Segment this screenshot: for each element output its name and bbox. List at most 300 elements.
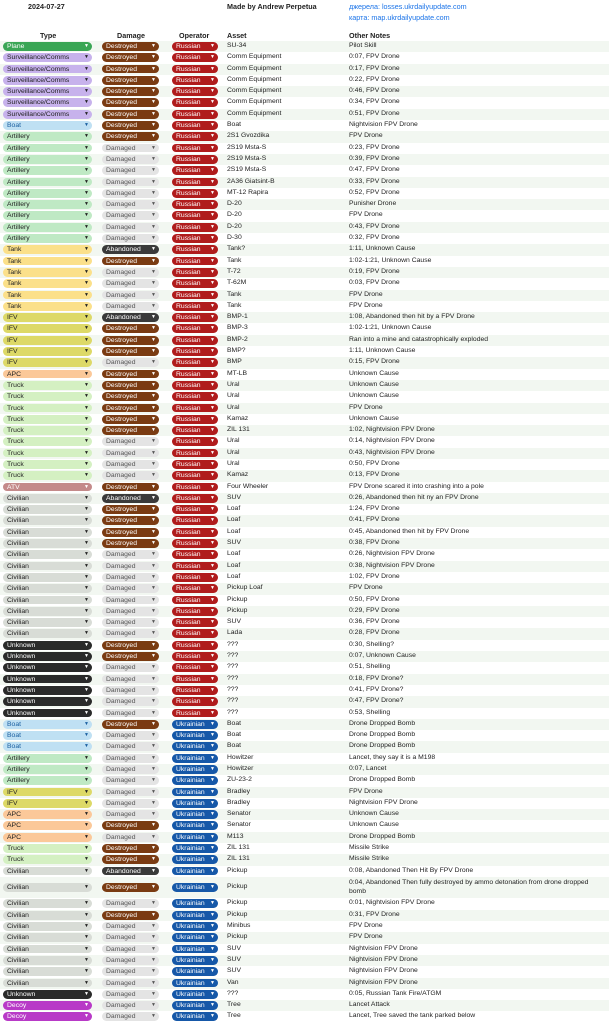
operator-dropdown[interactable]: [172, 933, 218, 942]
operator-dropdown[interactable]: [172, 76, 218, 85]
type-dropdown[interactable]: [3, 358, 92, 367]
operator-dropdown[interactable]: [172, 483, 218, 492]
damage-dropdown[interactable]: [102, 562, 159, 571]
type-dropdown[interactable]: [3, 1012, 92, 1021]
damage-dropdown[interactable]: [102, 437, 159, 446]
dropdown-arrow-icon: ▼: [151, 381, 156, 388]
operator-dropdown[interactable]: [172, 1012, 218, 1021]
type-dropdown[interactable]: [3, 550, 92, 559]
damage-dropdown[interactable]: [102, 211, 159, 220]
operator-dropdown[interactable]: [172, 166, 218, 175]
damage-dropdown[interactable]: [102, 799, 159, 808]
operator-dropdown[interactable]: [172, 211, 218, 220]
dropdown-arrow-icon: ▼: [84, 110, 89, 117]
dropdown-arrow-icon: ▼: [151, 472, 156, 479]
type-dropdown[interactable]: [3, 883, 92, 892]
operator-dropdown[interactable]: [172, 302, 218, 311]
damage-dropdown[interactable]: [102, 302, 159, 311]
damage-dropdown[interactable]: [102, 990, 159, 999]
damage-dropdown[interactable]: [102, 291, 159, 300]
operator-dropdown[interactable]: [172, 471, 218, 480]
operator-dropdown[interactable]: [172, 87, 218, 96]
operator-dropdown[interactable]: [172, 573, 218, 582]
damage-dropdown[interactable]: [102, 675, 159, 684]
type-dropdown[interactable]: [3, 528, 92, 537]
type-dropdown[interactable]: [3, 652, 92, 661]
type-dropdown[interactable]: [3, 166, 92, 175]
damage-dropdown[interactable]: [102, 697, 159, 706]
type-dropdown[interactable]: [3, 460, 92, 469]
type-dropdown[interactable]: [3, 132, 92, 141]
operator-dropdown[interactable]: [172, 584, 218, 593]
type-dropdown[interactable]: [3, 347, 92, 356]
damage-dropdown[interactable]: [102, 449, 159, 458]
damage-dropdown-label: Damaged: [106, 596, 136, 604]
type-dropdown[interactable]: [3, 178, 92, 187]
operator-dropdown[interactable]: [172, 990, 218, 999]
operator-dropdown[interactable]: [172, 709, 218, 718]
damage-dropdown[interactable]: [102, 279, 159, 288]
operator-dropdown[interactable]: [172, 279, 218, 288]
type-dropdown[interactable]: [3, 833, 92, 842]
damage-dropdown[interactable]: [102, 922, 159, 931]
type-dropdown[interactable]: [3, 844, 92, 853]
operator-dropdown[interactable]: [172, 178, 218, 187]
type-dropdown[interactable]: [3, 291, 92, 300]
operator-dropdown[interactable]: [172, 494, 218, 503]
dropdown-arrow-icon: ▼: [210, 76, 215, 83]
operator-dropdown[interactable]: [172, 189, 218, 198]
type-dropdown[interactable]: [3, 720, 92, 729]
dropdown-arrow-icon: ▼: [151, 822, 156, 829]
damage-dropdown[interactable]: [102, 483, 159, 492]
damage-dropdown[interactable]: [102, 336, 159, 345]
type-dropdown[interactable]: [3, 731, 92, 740]
type-dropdown-label: Decoy: [7, 1002, 27, 1010]
operator-dropdown-label: Ukrainian: [176, 833, 205, 841]
damage-dropdown[interactable]: [102, 618, 159, 627]
damage-dropdown[interactable]: [102, 234, 159, 243]
type-dropdown[interactable]: [3, 257, 92, 266]
damage-dropdown[interactable]: [102, 155, 159, 164]
damage-dropdown[interactable]: [102, 933, 159, 942]
type-dropdown[interactable]: [3, 76, 92, 85]
operator-dropdown[interactable]: [172, 415, 218, 424]
damage-dropdown[interactable]: [102, 381, 159, 390]
dropdown-arrow-icon: ▼: [84, 607, 89, 614]
damage-dropdown[interactable]: [102, 426, 159, 435]
type-dropdown[interactable]: [3, 967, 92, 976]
type-dropdown[interactable]: [3, 709, 92, 718]
type-dropdown[interactable]: [3, 945, 92, 954]
asset-cell: ???: [227, 652, 239, 660]
type-dropdown[interactable]: [3, 426, 92, 435]
operator-dropdown[interactable]: [172, 629, 218, 638]
damage-dropdown[interactable]: [102, 516, 159, 525]
type-dropdown[interactable]: [3, 200, 92, 209]
operator-dropdown[interactable]: [172, 911, 218, 920]
damage-dropdown[interactable]: [102, 765, 159, 774]
type-dropdown-label: Plane: [7, 43, 25, 50]
table-row: [0, 989, 609, 1000]
operator-dropdown[interactable]: [172, 324, 218, 333]
damage-dropdown-label: Damaged: [106, 777, 136, 785]
type-dropdown[interactable]: [3, 437, 92, 446]
damage-dropdown[interactable]: [102, 641, 159, 650]
operator-dropdown[interactable]: [172, 42, 218, 51]
damage-dropdown[interactable]: [102, 709, 159, 718]
type-dropdown[interactable]: [3, 686, 92, 695]
type-dropdown[interactable]: [3, 754, 92, 763]
damage-dropdown[interactable]: [102, 844, 159, 853]
damage-dropdown[interactable]: [102, 200, 159, 209]
type-dropdown[interactable]: [3, 98, 92, 107]
type-dropdown[interactable]: [3, 415, 92, 424]
damage-dropdown[interactable]: [102, 42, 159, 51]
operator-dropdown[interactable]: [172, 404, 218, 413]
operator-dropdown[interactable]: [172, 155, 218, 164]
operator-dropdown[interactable]: [172, 223, 218, 232]
damage-dropdown[interactable]: [102, 358, 159, 367]
type-dropdown[interactable]: [3, 189, 92, 198]
asset-cell: Boat: [227, 719, 241, 727]
operator-dropdown[interactable]: [172, 675, 218, 684]
type-dropdown[interactable]: [3, 629, 92, 638]
damage-dropdown[interactable]: [102, 324, 159, 333]
damage-dropdown[interactable]: [102, 415, 159, 424]
operator-dropdown[interactable]: [172, 899, 218, 908]
damage-dropdown-label: Damaged: [106, 732, 136, 740]
type-dropdown[interactable]: [3, 922, 92, 931]
type-dropdown[interactable]: [3, 855, 92, 864]
damage-dropdown[interactable]: [102, 87, 159, 96]
operator-dropdown[interactable]: [172, 121, 218, 130]
type-dropdown[interactable]: [3, 663, 92, 672]
operator-dropdown[interactable]: [172, 967, 218, 976]
type-dropdown[interactable]: [3, 505, 92, 514]
damage-dropdown[interactable]: [102, 528, 159, 537]
dropdown-arrow-icon: ▼: [151, 799, 156, 806]
damage-dropdown[interactable]: [102, 833, 159, 842]
type-dropdown[interactable]: [3, 302, 92, 311]
operator-dropdown[interactable]: [172, 596, 218, 605]
table-row: [0, 436, 609, 447]
damage-dropdown[interactable]: [102, 404, 159, 413]
operator-dropdown[interactable]: [172, 754, 218, 763]
dropdown-arrow-icon: ▼: [84, 754, 89, 761]
operator-dropdown[interactable]: [172, 98, 218, 107]
type-dropdown[interactable]: [3, 313, 92, 322]
operator-dropdown[interactable]: [172, 144, 218, 153]
damage-dropdown[interactable]: [102, 731, 159, 740]
damage-dropdown[interactable]: [102, 810, 159, 819]
type-dropdown[interactable]: [3, 121, 92, 130]
type-dropdown[interactable]: [3, 245, 92, 254]
type-dropdown[interactable]: [3, 144, 92, 153]
damage-dropdown[interactable]: [102, 53, 159, 62]
damage-dropdown[interactable]: [102, 629, 159, 638]
type-dropdown[interactable]: [3, 449, 92, 458]
type-dropdown[interactable]: [3, 788, 92, 797]
operator-dropdown[interactable]: [172, 53, 218, 62]
damage-dropdown[interactable]: [102, 268, 159, 277]
damage-dropdown-label: Damaged: [106, 1002, 136, 1010]
type-dropdown[interactable]: [3, 776, 92, 785]
operator-dropdown[interactable]: [172, 1001, 218, 1010]
type-dropdown[interactable]: [3, 810, 92, 819]
operator-dropdown[interactable]: [172, 765, 218, 774]
damage-dropdown[interactable]: [102, 110, 159, 119]
column-header-operator: Operator: [179, 31, 210, 40]
damage-dropdown[interactable]: [102, 945, 159, 954]
damage-dropdown[interactable]: [102, 788, 159, 797]
type-dropdown[interactable]: [3, 956, 92, 965]
type-dropdown[interactable]: [3, 697, 92, 706]
operator-dropdown[interactable]: [172, 720, 218, 729]
type-dropdown[interactable]: [3, 933, 92, 942]
damage-dropdown[interactable]: [102, 742, 159, 751]
damage-dropdown-label: Destroyed: [106, 517, 137, 525]
damage-dropdown[interactable]: [102, 883, 159, 892]
operator-dropdown-label: Ukrainian: [176, 845, 205, 853]
operator-dropdown[interactable]: [172, 922, 218, 931]
type-dropdown[interactable]: [3, 234, 92, 243]
type-dropdown[interactable]: [3, 279, 92, 288]
type-dropdown[interactable]: [3, 516, 92, 525]
type-dropdown[interactable]: [3, 765, 92, 774]
type-dropdown[interactable]: [3, 742, 92, 751]
operator-dropdown[interactable]: [172, 291, 218, 300]
operator-dropdown[interactable]: [172, 855, 218, 864]
operator-dropdown[interactable]: [172, 956, 218, 965]
operator-dropdown[interactable]: [172, 358, 218, 367]
damage-dropdown[interactable]: [102, 144, 159, 153]
asset-cell: D-20: [227, 200, 242, 208]
damage-dropdown[interactable]: [102, 65, 159, 74]
type-dropdown[interactable]: [3, 573, 92, 582]
dropdown-arrow-icon: ▼: [210, 956, 215, 963]
damage-dropdown[interactable]: [102, 596, 159, 605]
type-dropdown[interactable]: [3, 1001, 92, 1010]
operator-dropdown[interactable]: [172, 776, 218, 785]
type-dropdown[interactable]: [3, 607, 92, 616]
operator-dropdown[interactable]: [172, 426, 218, 435]
operator-dropdown[interactable]: [172, 505, 218, 514]
operator-dropdown[interactable]: [172, 336, 218, 345]
type-dropdown[interactable]: [3, 110, 92, 119]
type-dropdown[interactable]: [3, 867, 92, 876]
damage-dropdown[interactable]: [102, 132, 159, 141]
type-dropdown[interactable]: [3, 979, 92, 988]
damage-dropdown[interactable]: [102, 821, 159, 830]
damage-dropdown[interactable]: [102, 223, 159, 232]
operator-dropdown[interactable]: [172, 550, 218, 559]
operator-dropdown[interactable]: [172, 528, 218, 537]
type-dropdown[interactable]: [3, 392, 92, 401]
type-dropdown[interactable]: [3, 87, 92, 96]
operator-dropdown[interactable]: [172, 979, 218, 988]
type-dropdown[interactable]: [3, 596, 92, 605]
type-dropdown[interactable]: [3, 381, 92, 390]
type-dropdown-label: Truck: [7, 449, 24, 457]
damage-dropdown[interactable]: [102, 652, 159, 661]
operator-dropdown[interactable]: [172, 607, 218, 616]
damage-dropdown[interactable]: [102, 584, 159, 593]
type-dropdown[interactable]: [3, 990, 92, 999]
operator-dropdown[interactable]: [172, 821, 218, 830]
damage-dropdown[interactable]: [102, 392, 159, 401]
damage-dropdown[interactable]: [102, 98, 159, 107]
dropdown-arrow-icon: ▼: [84, 370, 89, 377]
type-dropdown[interactable]: [3, 53, 92, 62]
type-dropdown[interactable]: [3, 223, 92, 232]
dropdown-arrow-icon: ▼: [84, 483, 89, 490]
damage-dropdown[interactable]: [102, 76, 159, 85]
damage-dropdown[interactable]: [102, 776, 159, 785]
damage-dropdown[interactable]: [102, 539, 159, 548]
damage-dropdown[interactable]: [102, 460, 159, 469]
operator-dropdown[interactable]: [172, 562, 218, 571]
operator-dropdown[interactable]: [172, 245, 218, 254]
operator-dropdown[interactable]: [172, 731, 218, 740]
dropdown-arrow-icon: ▼: [84, 415, 89, 422]
type-dropdown[interactable]: [3, 618, 92, 627]
operator-dropdown[interactable]: [172, 449, 218, 458]
damage-dropdown[interactable]: [102, 720, 159, 729]
operator-dropdown[interactable]: [172, 460, 218, 469]
type-dropdown[interactable]: [3, 324, 92, 333]
damage-dropdown[interactable]: [102, 1001, 159, 1010]
type-dropdown[interactable]: [3, 42, 92, 51]
type-dropdown[interactable]: [3, 494, 92, 503]
damage-dropdown-label: Destroyed: [106, 381, 137, 389]
damage-dropdown[interactable]: [102, 494, 159, 503]
type-dropdown[interactable]: [3, 675, 92, 684]
type-dropdown[interactable]: [3, 471, 92, 480]
operator-dropdown[interactable]: [172, 663, 218, 672]
table-row: [0, 154, 609, 165]
type-dropdown[interactable]: [3, 404, 92, 413]
damage-dropdown[interactable]: [102, 979, 159, 988]
damage-dropdown[interactable]: [102, 121, 159, 130]
damage-dropdown[interactable]: [102, 754, 159, 763]
operator-dropdown[interactable]: [172, 833, 218, 842]
operator-dropdown[interactable]: [172, 652, 218, 661]
type-dropdown[interactable]: [3, 641, 92, 650]
damage-dropdown[interactable]: [102, 189, 159, 198]
damage-dropdown[interactable]: [102, 347, 159, 356]
damage-dropdown[interactable]: [102, 956, 159, 965]
operator-dropdown[interactable]: [172, 686, 218, 695]
type-dropdown[interactable]: [3, 911, 92, 920]
damage-dropdown[interactable]: [102, 471, 159, 480]
type-dropdown[interactable]: [3, 562, 92, 571]
operator-dropdown[interactable]: [172, 110, 218, 119]
operator-dropdown[interactable]: [172, 437, 218, 446]
operator-dropdown[interactable]: [172, 234, 218, 243]
operator-dropdown[interactable]: [172, 381, 218, 390]
operator-dropdown[interactable]: [172, 799, 218, 808]
damage-dropdown[interactable]: [102, 257, 159, 266]
damage-dropdown[interactable]: [102, 967, 159, 976]
type-dropdown[interactable]: [3, 336, 92, 345]
operator-dropdown[interactable]: [172, 788, 218, 797]
operator-dropdown[interactable]: [172, 539, 218, 548]
dropdown-arrow-icon: ▼: [151, 460, 156, 467]
damage-dropdown[interactable]: [102, 607, 159, 616]
operator-dropdown[interactable]: [172, 313, 218, 322]
operator-dropdown-label: Ukrainian: [176, 1013, 205, 1021]
damage-dropdown[interactable]: [102, 370, 159, 379]
damage-dropdown[interactable]: [102, 573, 159, 582]
sources-link[interactable]: джерела: losses.ukrdailyupdate.com: [349, 2, 467, 11]
operator-dropdown[interactable]: [172, 65, 218, 74]
damage-dropdown[interactable]: [102, 313, 159, 322]
damage-dropdown[interactable]: [102, 663, 159, 672]
damage-dropdown[interactable]: [102, 855, 159, 864]
damage-dropdown[interactable]: [102, 550, 159, 559]
operator-dropdown[interactable]: [172, 516, 218, 525]
type-dropdown[interactable]: [3, 211, 92, 220]
operator-dropdown[interactable]: [172, 200, 218, 209]
operator-dropdown[interactable]: [172, 810, 218, 819]
damage-dropdown[interactable]: [102, 1012, 159, 1021]
operator-dropdown[interactable]: [172, 742, 218, 751]
damage-dropdown[interactable]: [102, 505, 159, 514]
type-dropdown[interactable]: [3, 584, 92, 593]
operator-dropdown[interactable]: [172, 945, 218, 954]
type-dropdown[interactable]: [3, 155, 92, 164]
operator-dropdown[interactable]: [172, 268, 218, 277]
damage-dropdown[interactable]: [102, 686, 159, 695]
operator-dropdown[interactable]: [172, 257, 218, 266]
dropdown-arrow-icon: ▼: [151, 122, 156, 129]
operator-dropdown[interactable]: [172, 132, 218, 141]
operator-dropdown[interactable]: [172, 392, 218, 401]
operator-dropdown[interactable]: [172, 697, 218, 706]
notes-cell: 0:38, FPV Drone: [349, 539, 400, 547]
type-dropdown[interactable]: [3, 799, 92, 808]
type-dropdown[interactable]: [3, 539, 92, 548]
operator-dropdown[interactable]: [172, 883, 218, 892]
operator-dropdown[interactable]: [172, 618, 218, 627]
type-dropdown[interactable]: [3, 821, 92, 830]
type-dropdown[interactable]: [3, 899, 92, 908]
asset-cell: ZIL 131: [227, 855, 250, 863]
type-dropdown[interactable]: [3, 370, 92, 379]
damage-dropdown[interactable]: [102, 899, 159, 908]
operator-dropdown[interactable]: [172, 347, 218, 356]
damage-dropdown[interactable]: [102, 911, 159, 920]
type-dropdown[interactable]: [3, 268, 92, 277]
damage-dropdown[interactable]: [102, 245, 159, 254]
asset-cell: Senator: [227, 810, 251, 818]
dropdown-arrow-icon: ▼: [210, 506, 215, 513]
operator-dropdown[interactable]: [172, 867, 218, 876]
operator-dropdown[interactable]: [172, 370, 218, 379]
dropdown-arrow-icon: ▼: [151, 641, 156, 648]
type-dropdown[interactable]: [3, 483, 92, 492]
operator-dropdown[interactable]: [172, 844, 218, 853]
damage-dropdown[interactable]: [102, 166, 159, 175]
asset-cell: T-72: [227, 267, 241, 275]
damage-dropdown[interactable]: [102, 867, 159, 876]
type-dropdown[interactable]: [3, 65, 92, 74]
damage-dropdown[interactable]: [102, 178, 159, 187]
notes-cell: FPV Drone: [349, 132, 383, 140]
map-link[interactable]: карта: map.ukrdailyupdate.com: [349, 13, 450, 22]
operator-dropdown[interactable]: [172, 641, 218, 650]
